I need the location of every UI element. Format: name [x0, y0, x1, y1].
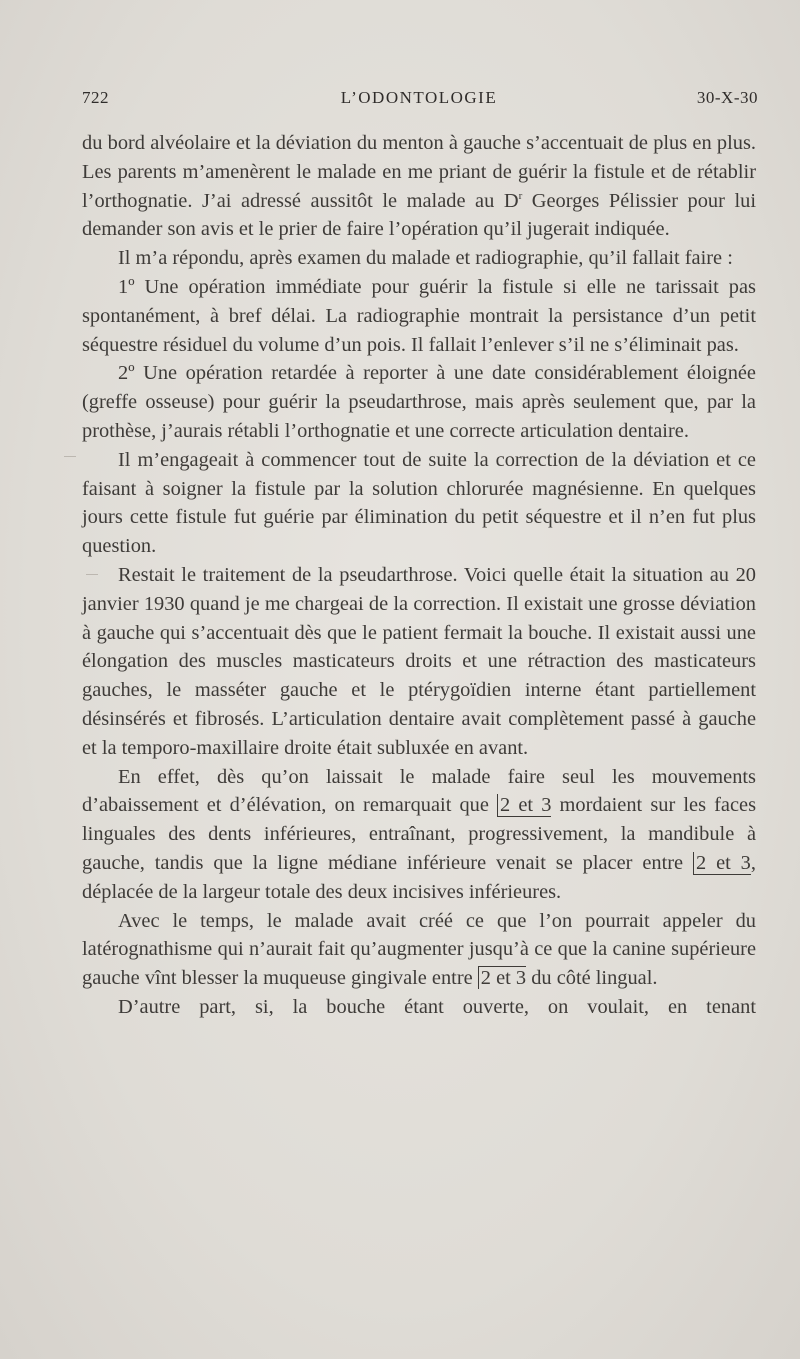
- paragraph: [82, 129, 756, 244]
- book-page: [82, 88, 756, 1022]
- paragraph-text: , déplacée de la largeur totale des deux incisives inférieures.: [82, 851, 756, 903]
- running-head: [82, 88, 756, 114]
- paragraph: 1º Une opération immédiate pour guérir la fistule si elle ne tarissait pas spontanément, à bref délai. La radiographie montrait la persistance d’un petit séquestre résiduel du volume d’un pois. Il fallait l’enlever s’il ne s’éliminait pas.: [82, 275, 756, 356]
- page-number: 722: [82, 88, 109, 107]
- paragraph-text: En effet, dès qu’on laissait le malade faire seul les mouvements d’abaissement et d’élévation, on remarquait que: [82, 765, 756, 817]
- tooth-reference: 2 et 3: [478, 966, 526, 989]
- paragraph-text: mordaient sur les faces linguales des dents inférieures, entraînant, progressivement, la mandibule à gauche, tandis que la ligne médiane inférieure venait se placer entre: [82, 794, 757, 874]
- paragraph-text: du bord alvéolaire et la déviation du menton à gauche s’accentuait de plus en plus. Les parents m’amenèrent le malade en me priant de guérir la fistule et de rétablir l’orthognatie. J’ai adressé aussitôt le malade au D: [82, 132, 756, 212]
- issue-date: 30-X-30: [696, 88, 758, 107]
- paragraph: [82, 907, 756, 993]
- paragraph-text: Avec le temps, le malade avait créé ce que l’on pourrait appeler du latérognathisme qui n’aurait fait qu’augmenter jusqu’à ce que la canine supérieure gauche vînt blesser la muqueuse gingivale entre: [82, 909, 756, 990]
- paragraph-text: Georges Pélissier pour lui demander son avis et le prier de faire l’opération qu’il jugerait indiquée.: [82, 189, 756, 241]
- paragraph: Il m’engageait à commencer tout de suite la correction de la déviation et ce faisant à soigner la fistule par la solution chlorurée magnésienne. En quelques jours cette fistule fut guérie par élimination du petit séquestre et il n’en fut plus question.: [82, 448, 756, 558]
- tooth-reference: 2 et 3: [693, 852, 751, 875]
- paragraph: Restait le traitement de la pseudarthrose. Voici quelle était la situation au 20 janvier 1930 quand je me chargeai de la correction. Il existait une grosse déviation à gauche qui s’accentuait dès que le patient fermait la bouche. Il existait aussi une élongation des muscles masticateurs droits et une rétraction des masticateurs gauches, le masséter gauche et le ptérygoïdien interne étant partiellement désinsérés et fibrosés. L’articulation dentaire avait complètement passé à gauche et la temporo-maxillaire droite était subluxée en avant.: [82, 563, 756, 759]
- body-text: [82, 129, 756, 1022]
- paragraph: D’autre part, si, la bouche étant ouverte, on voulait, en tenant: [118, 995, 756, 1018]
- tooth-reference: 2 et 3: [497, 794, 551, 817]
- superscript: r: [518, 189, 523, 202]
- paragraph-text: du côté lingual.: [526, 967, 658, 990]
- margin-dash: [64, 456, 76, 457]
- paragraph: [82, 763, 756, 907]
- paragraph: Il m’a répondu, après examen du malade et radiographie, qu’il fallait faire :: [118, 247, 733, 270]
- journal-title: L’ODONTOLOGIE: [340, 88, 498, 107]
- paragraph: 2º Une opération retardée à reporter à une date considérablement éloignée (greffe osseuse) pour guérir la pseudarthrose, mais après seulement que, par la prothèse, j’aurais rétabli l’orthognatie et une correcte articulation dentaire.: [82, 362, 756, 442]
